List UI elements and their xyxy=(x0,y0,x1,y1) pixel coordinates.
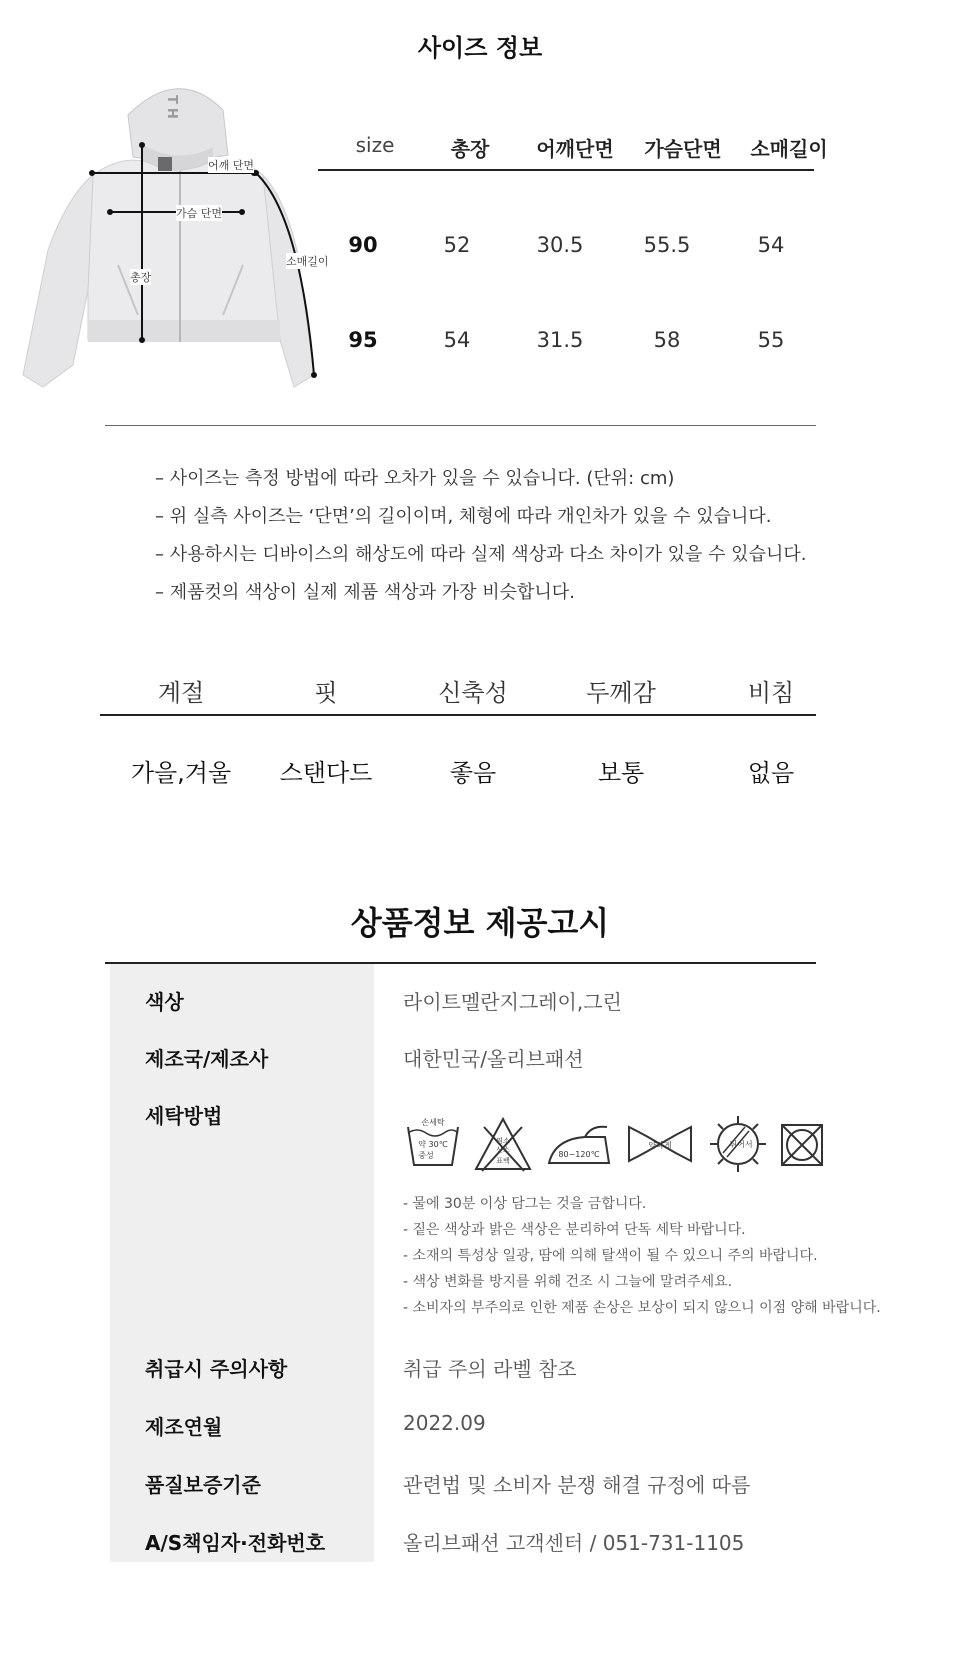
attr-value-fit: 스탠다드 xyxy=(279,759,373,787)
shoulder-cell: 31.5 xyxy=(536,328,584,352)
length-cell: 52 xyxy=(443,233,471,257)
hoodie-illustration xyxy=(18,75,328,395)
wash-note: - 물에 30분 이상 담그는 것을 금합니다. xyxy=(403,1196,647,1212)
info-label-handling: 취급시 주의사항 xyxy=(145,1357,288,1381)
attr-header-season: 계절 xyxy=(157,679,205,707)
sleeve-cell: 54 xyxy=(757,233,785,257)
size-note: – 위 실측 사이즈는 ‘단면’의 길이이며, 체형에 따라 개인차가 있을 수 있습니다. xyxy=(155,506,772,527)
attr-value-season: 가을,겨울 xyxy=(130,759,232,787)
svg-text:염소: 염소 xyxy=(496,1137,510,1145)
info-value-manufacturer: 대한민국/올리브패션 xyxy=(403,1047,584,1071)
info-value-handling: 취급 주의 라벨 참조 xyxy=(403,1357,577,1381)
attr-header-stretch: 신축성 xyxy=(438,679,508,707)
svg-text:80~120℃: 80~120℃ xyxy=(558,1150,600,1159)
size-cell: 95 xyxy=(348,328,378,352)
info-label-quality: 품질보증기준 xyxy=(145,1473,261,1497)
chest-cell: 58 xyxy=(653,328,681,352)
info-label-manufacturer: 제조국/제조사 xyxy=(145,1047,269,1071)
size-note: – 사용하시는 디바이스의 해상도에 따라 실제 색상과 다소 차이가 있을 수 있습니다. xyxy=(155,544,807,565)
attr-header-fit: 핏 xyxy=(314,679,338,707)
hood-print: TH xyxy=(164,95,179,123)
section-divider xyxy=(105,425,816,426)
col-header-size: size xyxy=(355,133,395,157)
info-label-as-contact: A/S책임자·전화번호 xyxy=(145,1531,326,1555)
product-info-title: 상품정보 제공고시 xyxy=(350,904,610,942)
info-label-manufacture-date: 제조연월 xyxy=(145,1415,223,1439)
chest-cell: 55.5 xyxy=(643,233,691,257)
attr-value-sheer: 없음 xyxy=(747,759,795,787)
wash-note: - 소재의 특성상 일광, 땀에 의해 탈색이 될 수 있으니 주의 바랍니다. xyxy=(403,1248,818,1264)
info-value-manufacture-date: 2022.09 xyxy=(403,1411,486,1435)
size-table-header-rule xyxy=(318,169,814,171)
svg-text:약하게: 약하게 xyxy=(648,1141,672,1150)
wash-note: - 소비자의 부주의로 인한 제품 손상은 보상이 되지 않으니 이점 양해 바랍니다. xyxy=(403,1300,881,1316)
col-header-chest: 가슴단면 xyxy=(644,137,722,161)
svg-text:중성: 중성 xyxy=(418,1151,434,1160)
attr-header-thickness: 두께감 xyxy=(586,679,656,707)
size-note: – 사이즈는 측정 방법에 따라 오차가 있을 수 있습니다. (단위: cm) xyxy=(155,468,675,489)
attr-table-rule xyxy=(100,714,816,716)
wash-note: - 색상 변화를 방지를 위해 건조 시 그늘에 말려주세요. xyxy=(403,1274,733,1290)
info-label-washing: 세탁방법 xyxy=(145,1104,223,1128)
sleeve-cell: 55 xyxy=(757,328,785,352)
attr-value-stretch: 좋음 xyxy=(449,759,497,787)
wash-note: - 짙은 색상과 밝은 색상은 분리하여 단독 세탁 바랍니다. xyxy=(403,1222,746,1238)
length-cell: 54 xyxy=(443,328,471,352)
svg-text:약 30℃: 약 30℃ xyxy=(418,1140,448,1149)
attr-header-sheer: 비침 xyxy=(747,679,795,707)
attr-value-thickness: 보통 xyxy=(597,759,645,787)
info-label-color: 색상 xyxy=(145,990,184,1014)
sleeve-label: 소매길이 xyxy=(286,255,329,268)
size-info-title: 사이즈 정보 xyxy=(417,34,543,62)
dry-flat-shade-icon xyxy=(707,1113,769,1175)
svg-text:표백: 표백 xyxy=(496,1157,510,1165)
size-cell: 90 xyxy=(348,233,378,257)
col-header-length: 총장 xyxy=(450,137,490,161)
info-value-color: 라이트멜란지그레이,그린 xyxy=(403,990,622,1014)
length-label: 총장 xyxy=(130,271,152,284)
shoulder-label: 어깨 단면 xyxy=(208,159,255,172)
size-note: – 제품컷의 색상이 실제 제품 색상과 가장 비슷합니다. xyxy=(155,582,575,603)
hand-wash-30-icon xyxy=(402,1113,464,1175)
no-bleach-icon xyxy=(472,1113,534,1175)
hoodie-diagram xyxy=(18,75,328,395)
chest-label: 가슴 단면 xyxy=(176,207,223,220)
no-tumble-dry-icon xyxy=(778,1113,826,1175)
info-value-as-contact: 올리브패션 고객센터 / 051-731-1105 xyxy=(403,1531,745,1555)
wring-gently-icon xyxy=(625,1113,695,1175)
col-header-sleeve: 소매길이 xyxy=(750,137,828,161)
shoulder-cell: 30.5 xyxy=(536,233,584,257)
col-header-shoulder: 어깨단면 xyxy=(536,137,614,161)
svg-text:손세탁: 손세탁 xyxy=(421,1118,445,1127)
svg-text:뉘어서: 뉘어서 xyxy=(729,1140,753,1149)
iron-80-120-icon xyxy=(545,1113,617,1175)
svg-text:산소: 산소 xyxy=(496,1146,510,1154)
info-value-quality: 관련법 및 소비자 분쟁 해결 규정에 따름 xyxy=(403,1473,751,1497)
